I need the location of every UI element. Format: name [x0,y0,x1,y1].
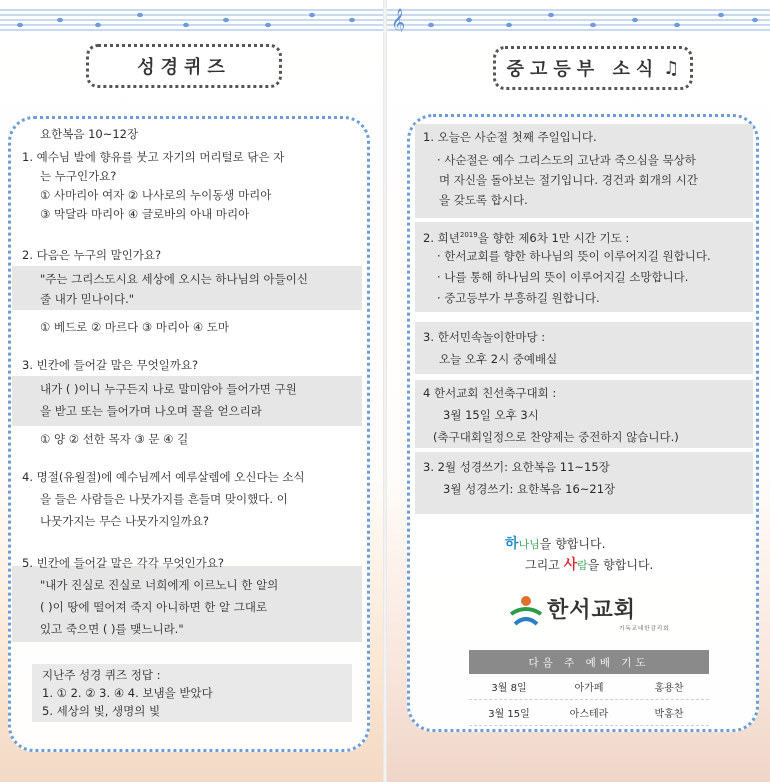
church-logo-icon [507,592,545,630]
news2-bullet2: · 나를 통해 하나님의 뜻이 이루어지길 소망합니다. [437,270,689,284]
q5-text2: ( )이 땅에 떨어져 죽지 아니하면 한 알 그대로 [40,600,268,614]
slogan-text: 을 향합니다. [587,558,654,572]
quiz-title: 성경퀴즈 [86,44,282,88]
slogan-hl: 사 [563,557,578,573]
slogan-text: 그리고 [525,558,564,572]
prayer-schedule-table [469,650,709,726]
q3-options: ① 양 ② 선한 목자 ③ 문 ④ 길 [40,432,189,446]
news5-line1: 3. 2월 성경쓰기: 요한복음 11~15장 [423,460,610,474]
music-staff-decoration [387,6,770,32]
news4-title: 4 한서교회 친선축구대회 : [423,386,557,400]
answers-line2: 5. 세상의 빛, 생명의 빛 [42,704,161,718]
q5-text3: 있고 죽으면 ( )를 맺느니라." [40,622,184,636]
table-row [469,674,709,700]
news4-date: 3월 15일 오후 3시 [443,408,539,422]
news2-bullet1: · 한서교회를 향한 하나님의 뜻이 이루어지길 원합니다. [437,249,711,263]
music-note-icon: ♫ [663,57,680,79]
prayer-leader: 홍용찬 [654,683,684,694]
prayer-leader: 박홍찬 [654,709,684,720]
q2-quote1: "주는 그리스도시요 세상에 오시는 하나님의 아들이신 [40,272,308,286]
q4-line3: 나뭇가지는 무슨 나뭇가지일까요? [40,514,209,528]
q2-options: ① 베드로 ② 마르다 ③ 마리아 ④ 도마 [40,320,230,334]
prayer-table-header: 다음 주 예배 기도 [469,650,709,674]
bible-quiz-page [0,0,383,782]
svg-text:𝄞: 𝄞 [391,8,406,32]
news3-title: 3. 한서민속놀이한마당 : [423,330,546,344]
slogan-line1 [505,533,605,553]
prayer-date: 3월 8일 [491,683,527,694]
table-row [469,700,709,726]
news-title-text: 중고등부 소식 [506,59,660,80]
youth-news-page [387,0,770,782]
news2-bullet3: · 중고등부가 부흥하길 원합니다. [437,291,600,305]
news1-body3: 을 갖도록 합시다. [439,193,528,207]
church-name: 한서교회 [547,598,637,623]
prayer-group: 아가페 [574,683,604,694]
q2-quote2: 줄 내가 믿나이다." [40,292,135,306]
news2-sup: 2019 [459,231,478,239]
news2-suffix: 을 향한 제6차 1만 시간 기도 : [477,230,630,245]
answers-line1: 1. ① 2. ② 3. ④ 4. 보냄을 받았다 [42,686,213,700]
news2-title [423,226,629,247]
news1-body1: · 사순절은 예수 그리스도의 고난과 죽으심을 묵상하 [437,153,696,167]
news-title [493,46,693,90]
slogan-line2 [525,554,653,574]
q1-options-1: ① 사마리아 여자 ② 나사로의 누이동생 마리아 [40,188,272,202]
q5-text1: "내가 진실로 진실로 너희에게 이르노니 한 알의 [40,578,279,592]
quiz-heading: 요한복음 10~12장 [40,127,139,141]
news1-body2: 며 자신을 돌아보는 절기입니다. 경건과 회개의 시간 [439,173,698,187]
music-staff-decoration [0,6,383,32]
news1-title: 1. 오늘은 사순절 첫째 주일입니다. [423,130,597,144]
q3-text1: 내가 ( )이니 누구든지 나로 말미암아 들어가면 구원 [40,382,297,396]
q3-line1: 3. 빈칸에 들어갈 말은 무엇일까요? [22,358,199,372]
slogan-hl: 람 [577,559,588,572]
slogan-hl: 하 [505,536,519,552]
q4-line2: 을 들은 사람들은 나뭇가지를 흔들며 맞이했다. 이 [40,492,288,506]
news5-line2: 3월 성경쓰기: 요한복음 16~21장 [443,482,616,496]
q5-line1: 5. 빈칸에 들어갈 말은 각각 무엇인가요? [22,556,224,570]
q4-line1: 4. 명절(유월절)에 예수님께서 예루살렘에 오신다는 소식 [22,470,305,484]
q2-line1: 2. 다음은 누구의 말인가요? [22,248,162,262]
slogan-hl: 나님 [518,538,540,551]
slogan-text: 을 향합니다. [539,537,606,551]
prayer-group: 아스테라 [569,709,609,720]
news4-note: (축구대회일정으로 찬양제는 중전하지 않습니다.) [433,430,679,444]
church-denomination: 기독교대한감리회 [619,626,670,632]
news2-prefix: 2. 희년 [423,230,460,245]
news3-body: 오늘 오후 2시 중예배실 [439,352,558,366]
q1-line2: 는 누구인가요? [40,169,117,183]
q3-text2: 을 받고 또는 들어가며 나오며 꼴을 얻으리라 [40,404,262,418]
q1-options-2: ③ 막달라 마리아 ④ 글로바의 아내 마리아 [40,207,250,221]
answers-title: 지난주 성경 퀴즈 정답 : [42,668,161,682]
prayer-date: 3월 15일 [488,709,530,720]
q1-line1: 1. 예수님 발에 향유를 붓고 자기의 머리털로 닦은 자 [22,150,285,164]
